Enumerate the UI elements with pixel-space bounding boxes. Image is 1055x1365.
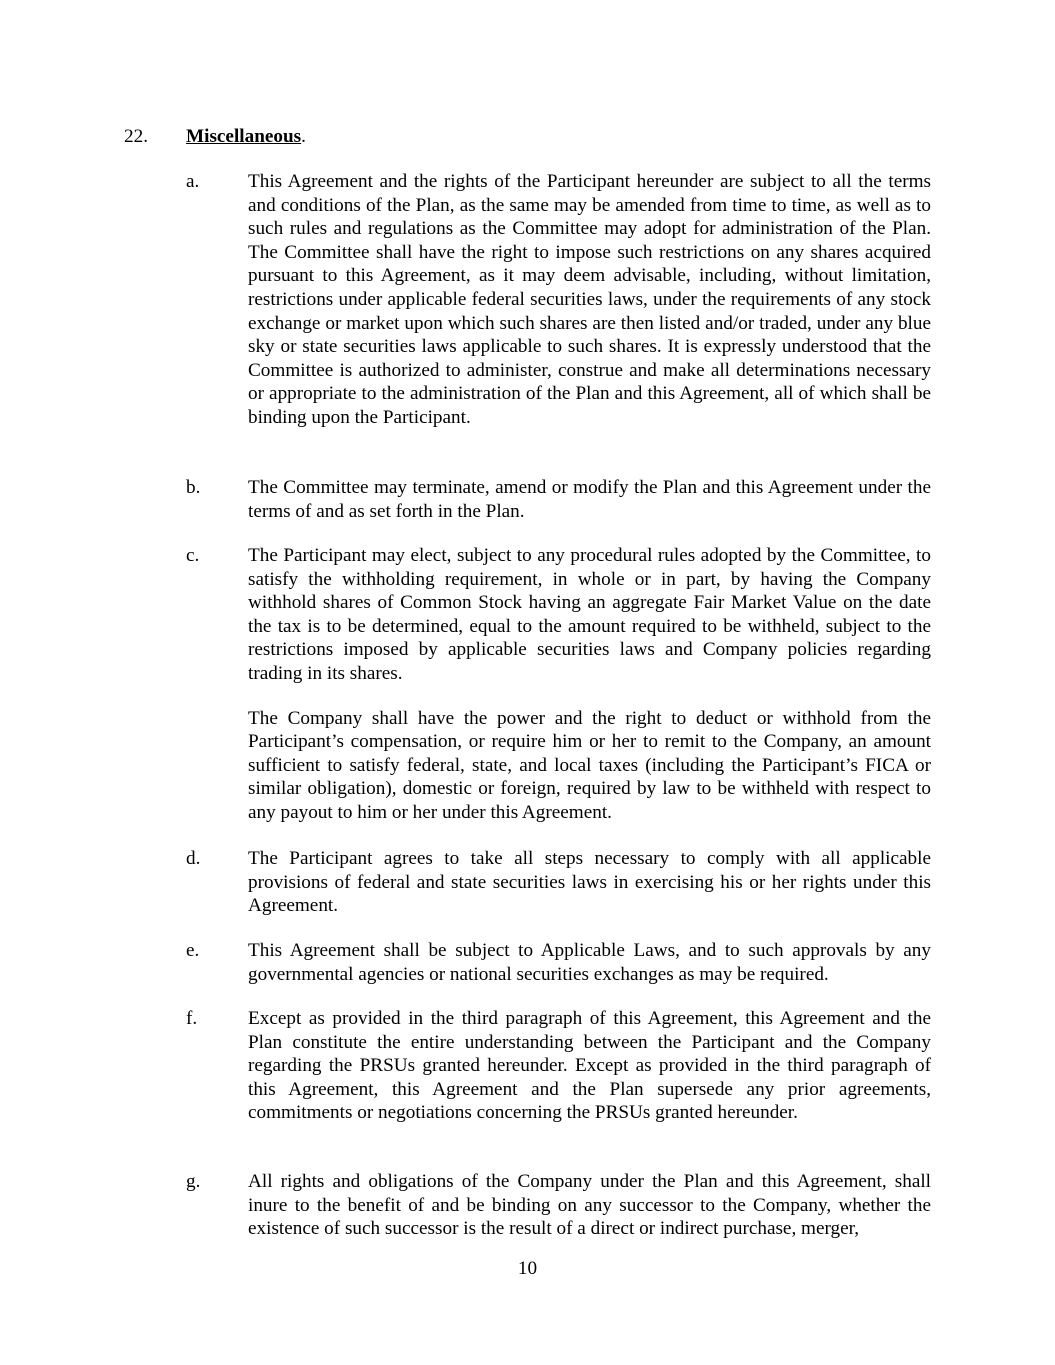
item-b (186, 476, 931, 523)
item-paragraph: The Participant may elect, subject to any procedural rules adopted by the Committee, to satisfy the withholding requirement, in whole or in part, by having the Company withhold shares of Common Stock having an aggregate Fair Market Value on the date the tax is to be determined, equal to the amount required to be withheld, subject to the restrictions imposed by applicable securities laws and Company policies regarding trading in its shares. (248, 545, 931, 684)
item-paragraph: The Participant agrees to take all steps necessary to comply with all applicable provisions of federal and state securities laws in exercising his or her rights under this Agreement. (248, 848, 931, 917)
page-number: 10 (517, 1258, 538, 1279)
item-d (186, 847, 931, 918)
item-body (248, 1170, 931, 1241)
item-letter: f. (186, 1008, 198, 1029)
item-paragraph: The Company shall have the power and the right to deduct or withhold from the Participant’s compensation, or require him or her to remit to the Company, an amount sufficient to satisfy federal, state, and local taxes (including the Participant’s FICA or similar obligation), domestic or foreign, required by law to be withheld with respect to any payout to him or her under this Agreement. (248, 707, 931, 823)
item-letter: d. (186, 848, 201, 869)
item-f (186, 1007, 931, 1125)
item-body (248, 847, 931, 918)
item-letter: b. (186, 477, 201, 498)
item-body (248, 544, 931, 825)
section-number: 22. (124, 126, 148, 147)
item-body (248, 170, 931, 430)
item-body (248, 476, 931, 523)
item-c (186, 544, 931, 825)
item-letter: a. (186, 171, 200, 192)
section-title: Miscellaneous (186, 126, 302, 147)
item-g (186, 1170, 931, 1241)
item-paragraph: Except as provided in the third paragraph of this Agreement, this Agreement and the Plan constitute the entire understanding between the Participant and the Company regarding the PRSUs granted hereunder. Except as provided in the third paragraph of this Agreement, this Agreement and the Plan supersede any prior agreements, commitments or negotiations concerning the PRSUs granted hereunder. (248, 1008, 931, 1124)
item-paragraph: The Committee may terminate, amend or modify the Plan and this Agreement under the terms of and as set forth in the Plan. (248, 477, 931, 522)
item-letter: g. (186, 1171, 201, 1192)
item-a (186, 170, 931, 430)
item-letter: c. (186, 545, 200, 566)
item-paragraph: This Agreement shall be subject to Applicable Laws, and to such approvals by any governmental agencies or national securities exchanges as may be required. (248, 940, 931, 985)
section-heading (124, 125, 944, 149)
item-letter: e. (186, 940, 200, 961)
section-title-punct: . (301, 126, 306, 147)
item-paragraph: This Agreement and the rights of the Participant hereunder are subject to all the terms and conditions of the Plan, as the same may be amended from time to time, as well as to such rules and regulations as the Committee may adopt for administration of the Plan. The Committee shall have the right to impose such restrictions on any shares acquired pursuant to this Agreement, as it may deem advisable, including, without limitation, restrictions under applicable federal securities laws, under the requirements of any stock exchange or market upon which such shares are then listed and/or traded, under any blue sky or state securities laws applicable to such shares. It is expressly understood that the Committee is authorized to administer, construe and make all determinations necessary or appropriate to the administration of the Plan and this Agreement, all of which shall be binding upon the Participant. (248, 171, 931, 428)
item-e (186, 939, 931, 986)
item-paragraph: All rights and obligations of the Company under the Plan and this Agreement, shall inure to the benefit of and be binding on any successor to the Company, whether the existence of such successor is the result of a direct or indirect purchase, merger, (248, 1171, 931, 1240)
item-body (248, 1007, 931, 1125)
item-body (248, 939, 931, 986)
